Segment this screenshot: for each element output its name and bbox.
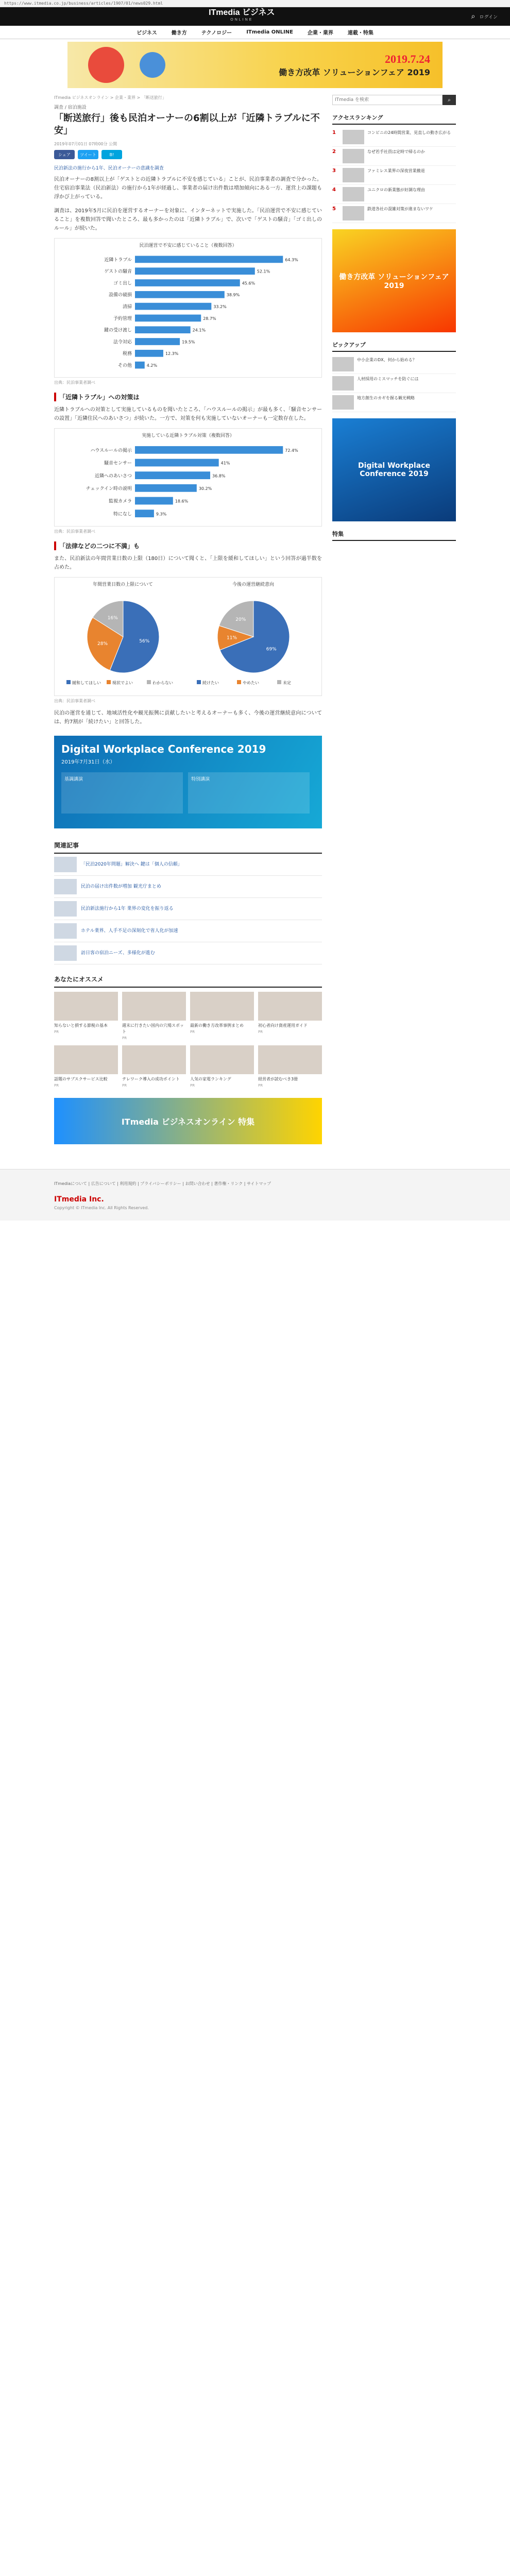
ranking-number: 5: [332, 206, 336, 212]
nav-item[interactable]: 働き方: [171, 30, 187, 36]
ranking-thumbnail: [343, 130, 364, 144]
recommend-card[interactable]: [190, 992, 254, 1041]
related-thumbnail: [54, 945, 77, 961]
ranking-thumbnail: [343, 187, 364, 201]
logo-text: ITmedia ビジネス: [209, 8, 275, 17]
bar: [135, 291, 225, 298]
data-label: 52.1%: [257, 269, 270, 274]
bar: [135, 362, 145, 369]
related-item[interactable]: [54, 942, 322, 964]
recommend-source: PR: [122, 1036, 127, 1040]
category-label: 監視カメラ: [108, 499, 132, 504]
nav-item[interactable]: テクノロジー: [201, 30, 232, 36]
breadcrumb[interactable]: ITmedia ビジネスオンライン > 企業・業界 > 「断送旅行」: [54, 95, 166, 100]
recommend-image: [258, 992, 322, 1021]
ad-speaker-box: 特別講演: [188, 772, 310, 814]
ranking-number: 2: [332, 149, 336, 155]
pickup-link[interactable]: 人材採用のミスマッチを防ぐには: [357, 377, 419, 381]
ranking-thumbnail: [343, 149, 364, 163]
legend-label: やめたい: [242, 681, 259, 685]
ad-title: Digital Workplace Conference 2019: [61, 743, 266, 755]
recommend-card[interactable]: [190, 1045, 254, 1089]
bottom-ad[interactable]: ITmedia ビジネスオンライン 特集: [54, 1098, 322, 1144]
lead-link[interactable]: 民泊新法の施行から1年、民泊オーナーの意識を調査: [54, 166, 164, 171]
category-label: 鍵の受け渡し: [104, 328, 132, 333]
footer-logo[interactable]: ITmedia Inc.: [54, 1195, 104, 1204]
ranking-thumbnail: [343, 206, 364, 221]
figure-caption: 出典：民泊事業者調べ: [54, 380, 95, 385]
data-label: 20%: [235, 617, 246, 623]
chart-figure-3: [54, 577, 322, 696]
recommend-text[interactable]: テレワーク導入の成功ポイント: [122, 1077, 180, 1081]
recommend-text[interactable]: 話題のサブスクサービス比較: [54, 1077, 108, 1081]
bar: [135, 338, 180, 345]
recommend-image: [190, 1045, 254, 1074]
legend-label: わからない: [152, 681, 173, 685]
ranking-thumbnail: [343, 168, 364, 182]
category-label: 近隣トラブル: [104, 257, 132, 263]
category-label: その他: [117, 363, 132, 369]
recommend-source: PR: [54, 1083, 59, 1088]
pickup-item[interactable]: [332, 374, 456, 393]
chart-figure-1: [54, 238, 322, 378]
search-input[interactable]: [332, 95, 443, 105]
recommend-text[interactable]: 経営者が読むべき3冊: [258, 1077, 298, 1081]
category-label: 清掃: [122, 304, 132, 310]
recommend-image: [122, 992, 186, 1021]
recommend-image: [258, 1045, 322, 1074]
pickup-item[interactable]: [332, 393, 456, 412]
related-item[interactable]: [54, 898, 322, 920]
data-label: 38.9%: [226, 293, 240, 298]
category-label: ハウスルールの掲示: [90, 448, 132, 454]
bar: [135, 497, 173, 505]
data-label: 16%: [107, 616, 118, 621]
site-header: [0, 7, 510, 26]
ranking-number: 3: [332, 168, 336, 174]
data-label: 33.2%: [213, 304, 227, 310]
share-buttons: [54, 150, 322, 159]
ad-date: 2019年7月31日（水）: [61, 759, 115, 765]
data-label: 28%: [97, 641, 108, 647]
mid-article-ad[interactable]: [54, 736, 322, 828]
chart-title: 実施している近隣トラブル対策（複数回答）: [142, 433, 234, 438]
data-label: 11%: [226, 635, 237, 641]
pickup-thumbnail: [332, 395, 354, 410]
recommend-source: PR: [190, 1083, 195, 1088]
recommend-text[interactable]: 知らないと損する節税の基本: [54, 1023, 108, 1028]
category-label: 近隣へのあいさつ: [94, 473, 132, 479]
section-tag: 調査 / 宿泊施設: [54, 105, 87, 110]
sidebar-ad[interactable]: Digital Workplace Conference 2019: [332, 418, 456, 521]
recommend-grid: [54, 992, 322, 1089]
article-main: [54, 95, 322, 1154]
copyright: Copyright © ITmedia Inc. All Rights Reserved.: [54, 1206, 149, 1210]
nav-item[interactable]: 連載・特集: [347, 30, 373, 36]
bar: [135, 279, 240, 286]
recommend-source: PR: [258, 1083, 263, 1088]
related-link[interactable]: 民泊新法施行から1年 業界の変化を振り返る: [81, 906, 174, 911]
chart-title: 年間営業日数の上限について: [93, 582, 153, 587]
legend-swatch: [237, 680, 241, 684]
legend-label: 未定: [282, 681, 291, 685]
ranking-link[interactable]: ファミレス業界の深夜営業撤退: [367, 168, 425, 173]
related-item[interactable]: [54, 854, 322, 876]
data-label: 28.7%: [203, 316, 216, 321]
recommend-card[interactable]: [54, 992, 118, 1041]
logo-sub: ONLINE: [230, 18, 253, 22]
related-link[interactable]: 「民泊2020年問題」解決へ 鍵は「個人の信頼」: [81, 861, 182, 867]
bar: [135, 256, 283, 263]
ad-date: 2019.7.24: [385, 52, 430, 65]
bar-chart-svg: [58, 250, 318, 374]
ranking-link[interactable]: コンビニの24時間営業、見直しの動き広がる: [367, 130, 451, 135]
ranking-number: 4: [332, 187, 336, 193]
ranking-link[interactable]: ユニクロの新業態が好調な理由: [367, 188, 425, 192]
recommend-source: PR: [122, 1083, 127, 1088]
related-thumbnail: [54, 923, 77, 939]
bar: [135, 510, 154, 517]
category-label: ゲストの騒音: [104, 269, 132, 275]
legend-swatch: [277, 680, 281, 684]
category-label: 法令対応: [113, 340, 132, 345]
search-icon[interactable]: ⌕: [471, 12, 475, 21]
legend-label: 緩和してほしい: [72, 681, 101, 685]
data-label: 64.3%: [285, 257, 298, 262]
top-ad-banner[interactable]: [67, 42, 443, 88]
article-paragraph: 近隣トラブルへの対策として実施しているものを聞いたところ、「ハウスルールの掲示」が最も多く、「騒音センサーの設置」「近隣住民へのあいさつ」が続いた。一方で、対策を何も実施していないオーナーも一定数存在した。: [54, 407, 322, 421]
ad-title: 働き方改革 ソリューションフェア 2019: [279, 67, 430, 77]
ranking-link[interactable]: なぜ若手社員は定時で帰るのか: [367, 149, 425, 154]
section-heading: 「法律などの二つに不満」も: [54, 541, 322, 550]
top-ad-area: [0, 39, 510, 91]
related-thumbnail: [54, 879, 77, 894]
recommend-card[interactable]: [122, 1045, 186, 1089]
pie-chart-svg: [192, 589, 315, 692]
data-label: 69%: [266, 647, 277, 652]
sidebar-ad[interactable]: 働き方改革 ソリューションフェア 2019: [332, 229, 456, 332]
recommend-card[interactable]: [54, 1045, 118, 1089]
ad-speaker-box: 基調講演: [61, 772, 183, 814]
article-paragraph: 民泊オーナーの8割以上が「ゲストとの近隣トラブルに不安を感じている」ことが、民泊事業者の調査で分かった。住宅宿泊事業法（民泊新法）の施行から1年が経過し、事業者の届け出件数は増加傾向にある一方、運営上の課題も浮かび上がっている。: [54, 177, 322, 200]
nav-item[interactable]: ビジネス: [137, 30, 157, 36]
article-paragraph: 調査は、2019年5月に民泊を運営するオーナーを対象に、インターネットで実施した。「民泊運営で不安に感じていること」を複数回答で聞いたところ、最も多かったのは「近隣トラブル」で、次いで「ゲストの騒音」「ゴミ出しのルール」が続いた。: [54, 208, 322, 231]
data-label: 24.1%: [192, 328, 206, 333]
figure-caption: 出典：民泊事業者調べ: [54, 699, 95, 703]
recommend-image: [54, 992, 118, 1021]
related-link[interactable]: ホテル業界、人手不足の深刻化で省人化が加速: [81, 928, 178, 934]
sidebar: [332, 95, 456, 1154]
related-item[interactable]: [54, 876, 322, 898]
chart-title: 民泊運営で不安に感じていること（複数回答）: [139, 243, 237, 248]
nav-item[interactable]: ITmedia ONLINE: [246, 29, 293, 35]
bar: [135, 350, 163, 357]
recommend-title: あなたにオススメ: [54, 972, 322, 988]
category-label: 設備の破損: [108, 293, 132, 298]
category-label: 特になし: [113, 512, 132, 517]
related-link[interactable]: 民泊の届け出件数が増加 観光庁まとめ: [81, 884, 161, 889]
ranking-list: [332, 128, 456, 223]
bar: [135, 326, 191, 333]
article-paragraph: 民泊の運営を通じて、地域活性化や観光振興に貢献したいと考えるオーナーも多く、今後の運営継続意向については、約7割が「続けたい」と回答した。: [54, 710, 322, 725]
data-label: 4.2%: [146, 363, 158, 368]
bar: [135, 315, 201, 322]
recommend-text[interactable]: 人気の家電ランキング: [190, 1077, 231, 1081]
legend-swatch: [197, 680, 201, 684]
related-thumbnail: [54, 857, 77, 872]
bar: [135, 267, 255, 275]
recommend-image: [190, 992, 254, 1021]
bar-chart-svg: [58, 440, 318, 523]
chart-title: 今後の運営継続意向: [232, 582, 274, 587]
recommend-image: [122, 1045, 186, 1074]
pickup-thumbnail: [332, 357, 354, 371]
data-label: 12.3%: [165, 351, 179, 357]
data-label: 19.5%: [182, 340, 195, 345]
sidebar-search: [332, 95, 456, 105]
category-label: 税務: [122, 351, 132, 357]
pickup-item[interactable]: [332, 355, 456, 374]
footer-links[interactable]: ITmediaについて | 広告について | 利用規約 | プライバシーポリシー | お問い合わせ | 著作権・リンク | サイトマップ: [54, 1181, 271, 1186]
search-button[interactable]: ⌕: [443, 95, 456, 105]
twitter-share-button[interactable]: ツイート: [78, 150, 98, 159]
recommend-text[interactable]: 週末に行きたい国内の穴場スポット: [122, 1023, 184, 1034]
legend-label: 続けたい: [202, 681, 219, 685]
recommend-source: PR: [190, 1030, 195, 1034]
chart-figure-2: [54, 428, 322, 527]
legend-swatch: [66, 680, 71, 684]
data-label: 18.6%: [175, 499, 189, 504]
article-date: 2019年07月01日 07時00分 公開: [54, 142, 117, 146]
related-list: [54, 854, 322, 964]
bar: [135, 303, 211, 310]
pie-chart-wrapper: [192, 581, 315, 692]
figure-caption: 出典：民泊事業者調べ: [54, 529, 95, 534]
bar: [135, 471, 210, 479]
ranking-item[interactable]: [332, 185, 456, 204]
ad-decoration: [140, 52, 165, 78]
recommend-source: PR: [258, 1030, 263, 1034]
facebook-share-button[interactable]: シェア: [54, 150, 75, 159]
pickup-list: [332, 355, 456, 412]
ranking-item[interactable]: [332, 166, 456, 185]
pickup-link[interactable]: 地方創生のカギを握る観光戦略: [357, 396, 415, 400]
recommend-text[interactable]: 初心者向け資産運用ガイド: [258, 1023, 308, 1028]
address-bar[interactable]: https://www.itmedia.co.jp/business/articles/1907/01/news029.html: [0, 0, 510, 7]
ranking-number: 1: [332, 130, 336, 135]
related-thumbnail: [54, 901, 77, 917]
related-link[interactable]: 訪日客の宿泊ニーズ、多様化が進む: [81, 950, 155, 956]
data-label: 41%: [220, 461, 230, 466]
pickup-thumbnail: [332, 376, 354, 391]
data-label: 30.2%: [198, 486, 212, 492]
legend-swatch: [147, 680, 151, 684]
recommend-card[interactable]: [122, 992, 186, 1041]
ranking-item[interactable]: [332, 204, 456, 223]
recommend-card[interactable]: [258, 992, 322, 1041]
data-label: 36.8%: [212, 473, 226, 479]
pie-chart-wrapper: [61, 581, 185, 692]
category-label: チェックイン時の説明: [86, 486, 132, 492]
feature-title: 特集: [332, 528, 456, 541]
pickup-title: ピックアップ: [332, 338, 456, 352]
login-link[interactable]: ログイン: [479, 14, 498, 20]
related-title: 関連記事: [54, 838, 322, 854]
recommend-card[interactable]: [258, 1045, 322, 1089]
data-label: 9.3%: [156, 512, 167, 517]
bar: [135, 446, 283, 454]
article-paragraph: また、民泊新法の年間営業日数の上限（180日）について聞くと、「上限を緩和してほしい」という回答が過半数を占めた。: [54, 556, 322, 570]
legend-label: 現状でよい: [112, 681, 133, 685]
bar: [135, 459, 219, 467]
ranking-item[interactable]: [332, 147, 456, 166]
related-item[interactable]: [54, 920, 322, 942]
data-label: 56%: [139, 638, 149, 644]
ad-decoration: [88, 47, 124, 83]
recommend-text[interactable]: 最新の働き方改革事例まとめ: [190, 1023, 244, 1028]
category-label: 騒音センサー: [104, 461, 132, 466]
legend-swatch: [107, 680, 111, 684]
category-label: ゴミ出し: [113, 281, 132, 286]
data-label: 72.4%: [285, 448, 298, 453]
ranking-title: アクセスランキング: [332, 111, 456, 125]
site-footer: [0, 1169, 510, 1221]
article-title: 「断送旅行」後も民泊オーナーの6割以上が「近隣トラブルに不安」: [54, 113, 320, 136]
ranking-item[interactable]: [332, 128, 456, 147]
section-heading: 「近隣トラブル」への対策は: [54, 393, 322, 401]
bar: [135, 484, 197, 492]
site-logo[interactable]: [209, 9, 275, 24]
main-nav: [0, 26, 510, 39]
ranking-link[interactable]: 鉄道各社の混雑対策が進まないワケ: [367, 207, 433, 211]
hatena-bookmark-button[interactable]: B!: [101, 150, 122, 159]
nav-item[interactable]: 企業・業界: [307, 30, 333, 36]
data-label: 45.6%: [242, 281, 256, 286]
pickup-link[interactable]: 中小企業のDX、何から始める？: [357, 358, 417, 362]
recommend-source: PR: [54, 1030, 59, 1034]
pie-chart-svg: [61, 589, 185, 692]
recommend-image: [54, 1045, 118, 1074]
category-label: 予約管理: [113, 316, 132, 321]
